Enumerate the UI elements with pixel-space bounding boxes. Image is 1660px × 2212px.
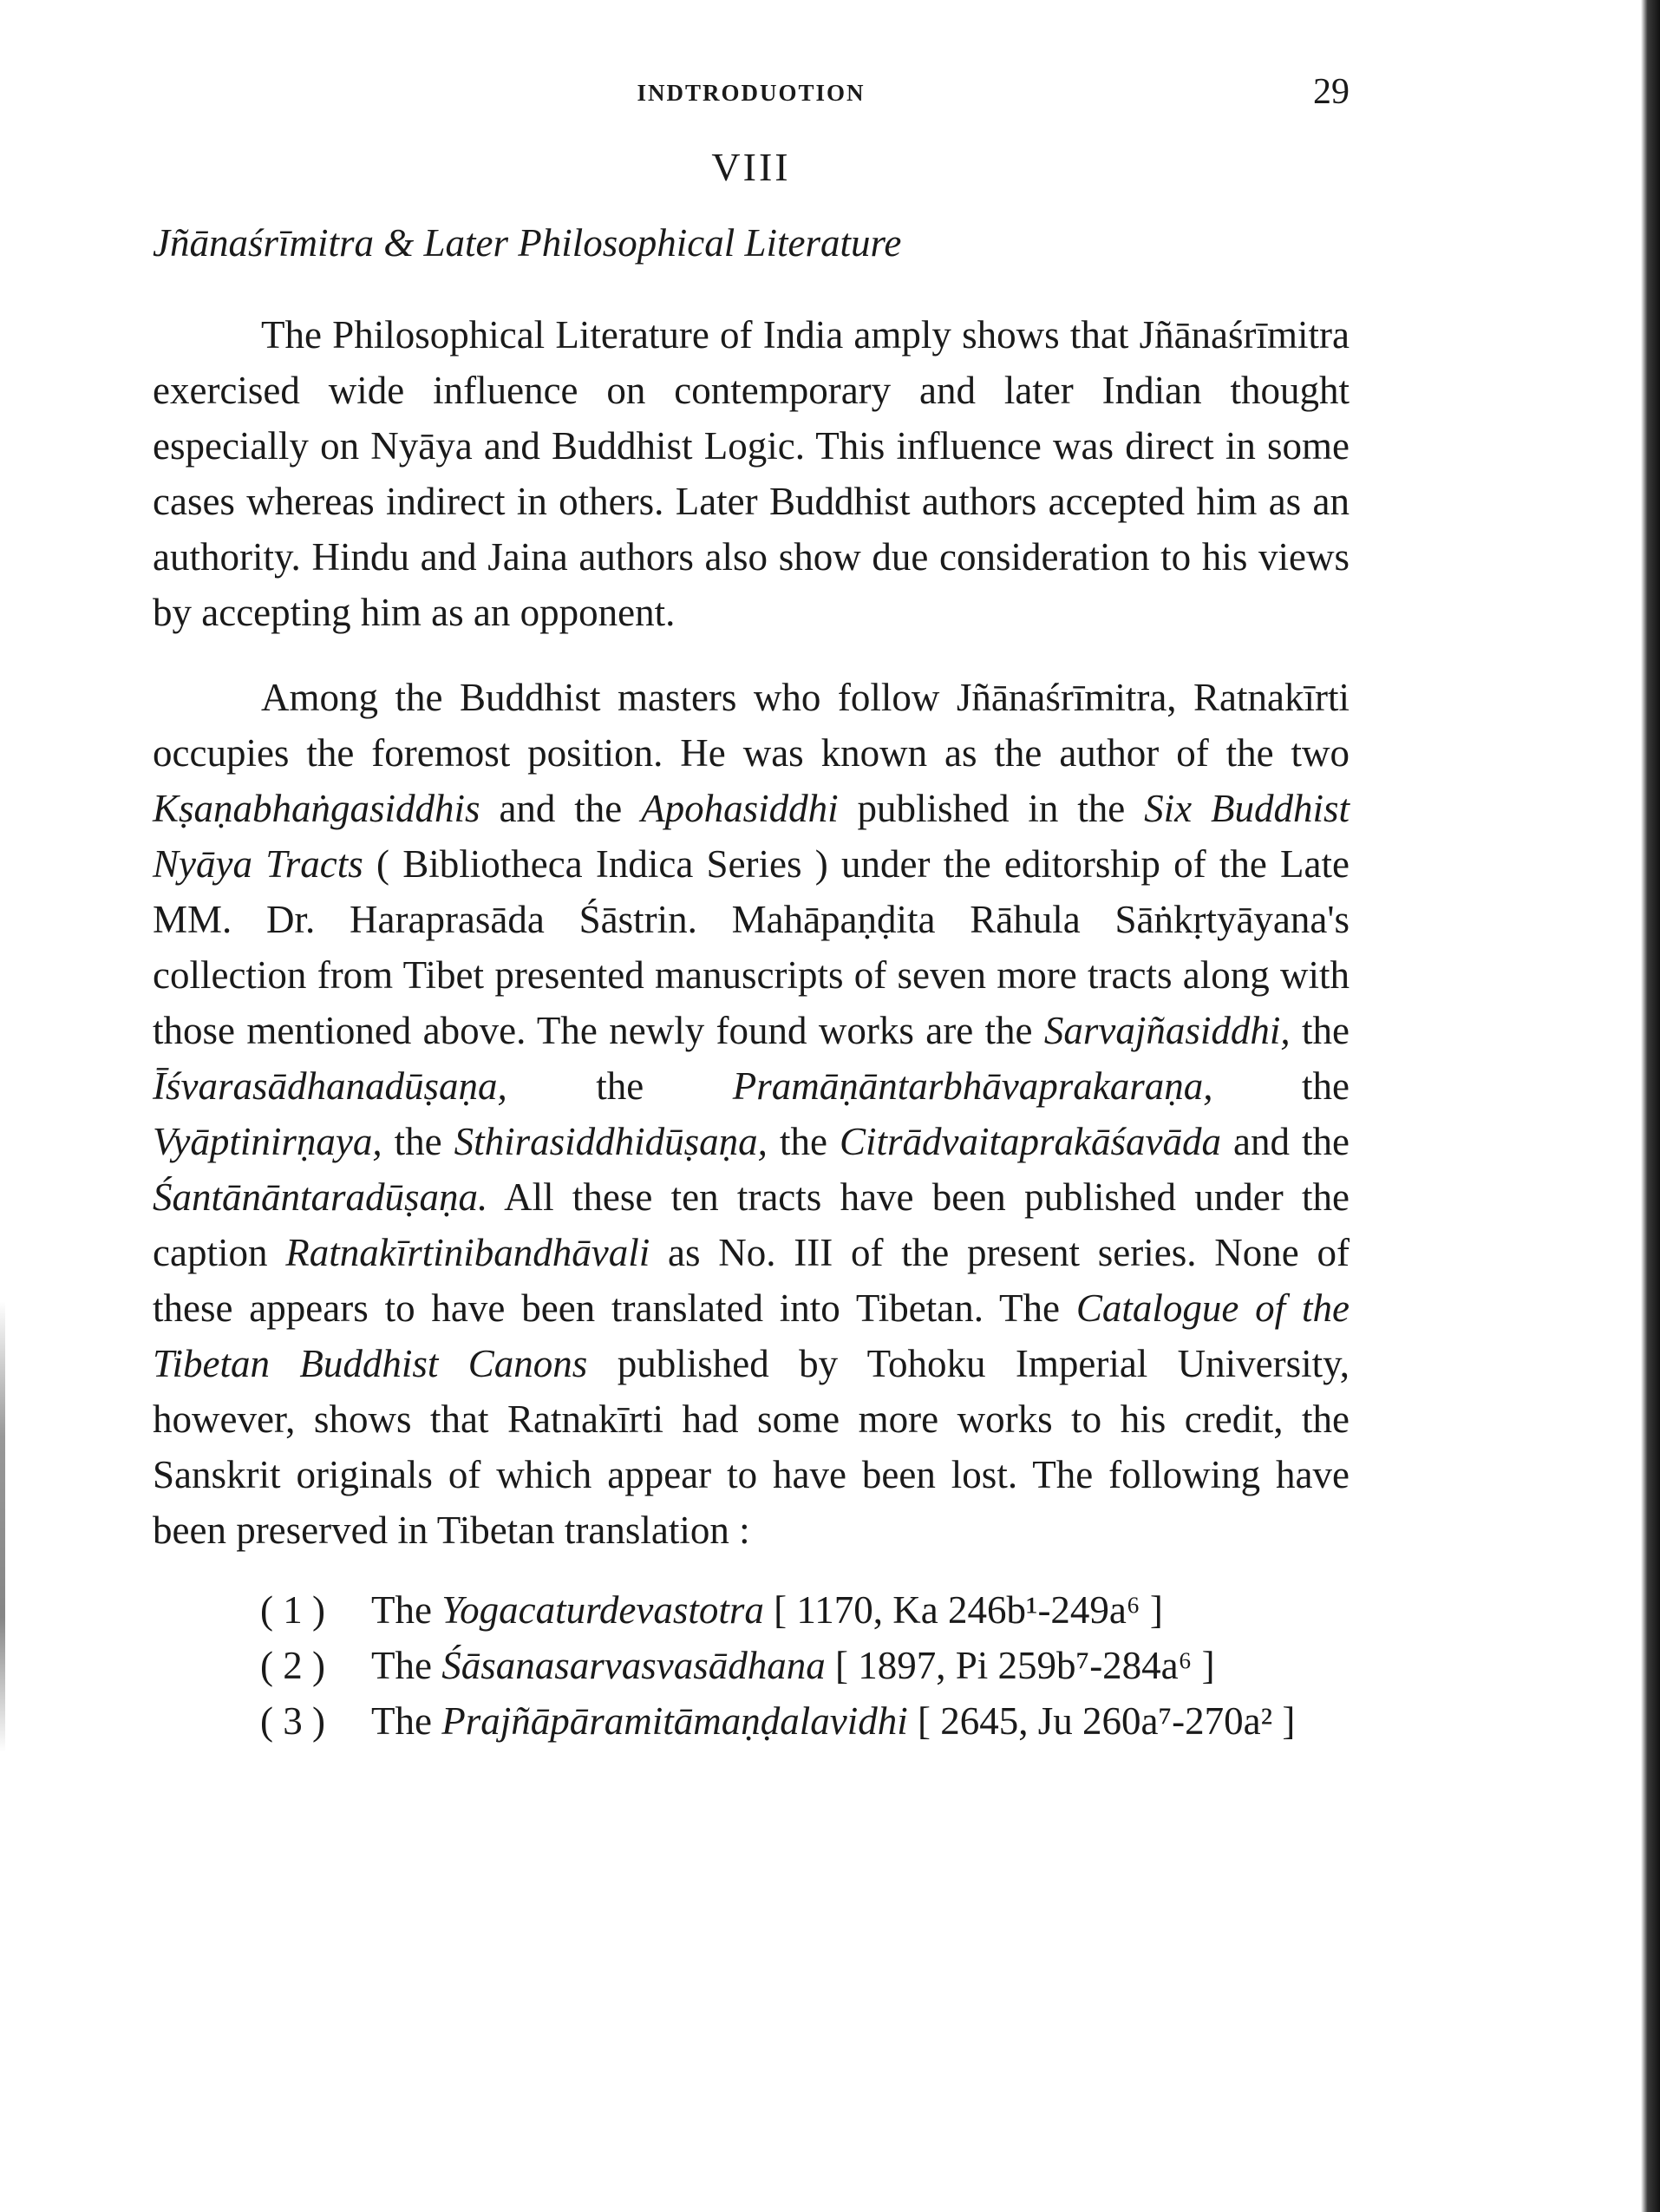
catalogue-ref: [ 1897, Pi 259b⁷-284a⁶ ] <box>825 1644 1215 1687</box>
scan-edge-right <box>1641 0 1660 2212</box>
section-title: Jñānaśrīmitra & Later Philosophical Literature <box>153 221 902 265</box>
running-head <box>153 69 1350 121</box>
work-title: Yogacaturdevastotra <box>441 1588 764 1632</box>
scan-edge-left <box>0 1301 5 1752</box>
text-run: the <box>767 1120 840 1163</box>
work-title: Citrādvaitaprakāśavāda <box>840 1120 1221 1163</box>
list-text <box>371 1693 1350 1749</box>
list-number: ( 2 ) <box>260 1644 325 1687</box>
text-run: Among the Buddhist masters who follow Jñānaśrīmitra, Ratnakīrti occupies the foremost position. He was known as the author of the two <box>153 676 1350 775</box>
text-run: and the <box>480 787 642 830</box>
paragraph-2 <box>153 670 1350 1558</box>
list-item <box>153 1638 1350 1693</box>
work-title: Śāsanasarvasvasādhana <box>441 1644 826 1687</box>
work-title: Ratnakīrtinibandhāvali <box>285 1231 650 1274</box>
catalogue-ref: [ 1170, Ka 246b¹-249a⁶ ] <box>763 1588 1163 1632</box>
text-run: the <box>1290 1009 1350 1052</box>
works-list <box>153 1582 1350 1749</box>
text-run: The <box>371 1699 442 1743</box>
work-title: Vyāptinirṇaya, <box>153 1120 382 1163</box>
text-run: published by Tohoku Imperial University, however, shows that Ratnakīrti had some more works to his credit, the Sanskrit originals of which appear to have been lost. The following have been preserved in Tibetan translation : <box>153 1342 1350 1552</box>
list-item <box>153 1582 1350 1638</box>
text-run: The <box>371 1644 442 1687</box>
work-title: Catalogue of the Tibetan Buddhist Canons <box>153 1286 1350 1385</box>
list-text <box>371 1582 1350 1638</box>
work-title: Śantānāntaradūṣaṇa. <box>153 1175 488 1219</box>
work-title: Sthirasiddhidūṣaṇa, <box>454 1120 768 1163</box>
list-text <box>371 1638 1350 1693</box>
section-number: VIII <box>711 145 791 189</box>
text-run: as No. III of the present series. None of these appears to have been translated into Tibetan. The <box>153 1231 1350 1330</box>
work-title: Īśvarasādhanadūṣaṇa, <box>153 1064 507 1108</box>
work-title: Pramāṇāntarbhāvaprakaraṇa, <box>732 1064 1213 1108</box>
page-number: 29 <box>1313 72 1350 112</box>
running-title: INDTRODUOTION <box>637 80 866 106</box>
work-title: Prajñāpāramitāmaṇḍalavidhi <box>441 1699 908 1743</box>
text-run: The <box>371 1588 442 1632</box>
book-page <box>153 69 1350 1763</box>
text-run: ( Bibliotheca Indica Series ) under the editorship of the Late MM. Dr. Haraprasāda Śāstrin. Mahāpaṇḍita Rāhula Sāṅkṛtyāyana's collection from Tibet presented manuscripts of seven more tracts along with those mentioned above. The newly found works are the <box>153 842 1350 1052</box>
catalogue-ref: [ 2645, Ju 260a⁷-270a² ] <box>907 1699 1296 1743</box>
work-title: Six Buddhist Nyāya Tracts <box>153 787 1350 886</box>
list-number: ( 1 ) <box>260 1588 325 1632</box>
list-item <box>153 1693 1350 1749</box>
work-title: Apohasiddhi <box>641 787 839 830</box>
work-title: Sarvajñasiddhi, <box>1043 1009 1291 1052</box>
text-run: the <box>382 1120 454 1163</box>
text-run: the <box>1212 1064 1350 1108</box>
work-title: Kṣaṇabhaṅgasiddhis <box>153 787 480 830</box>
text-run: All these ten tracts have been published under the caption <box>153 1175 1350 1274</box>
list-number: ( 3 ) <box>260 1699 325 1743</box>
text-run: and the <box>1220 1120 1350 1163</box>
text-run: published in the <box>838 787 1145 830</box>
text-run: the <box>506 1064 733 1108</box>
paragraph-1: The Philosophical Literature of India amply shows that Jñānaśrīmitra exercised wide influence on contemporary and later Indian thought especially on Nyāya and Buddhist Logic. This influence was direct in some cases whereas indirect in others. Later Buddhist authors accepted him as an authority. Hindu and Jaina authors also show due consideration to his views by accepting him as an opponent. <box>153 313 1350 634</box>
